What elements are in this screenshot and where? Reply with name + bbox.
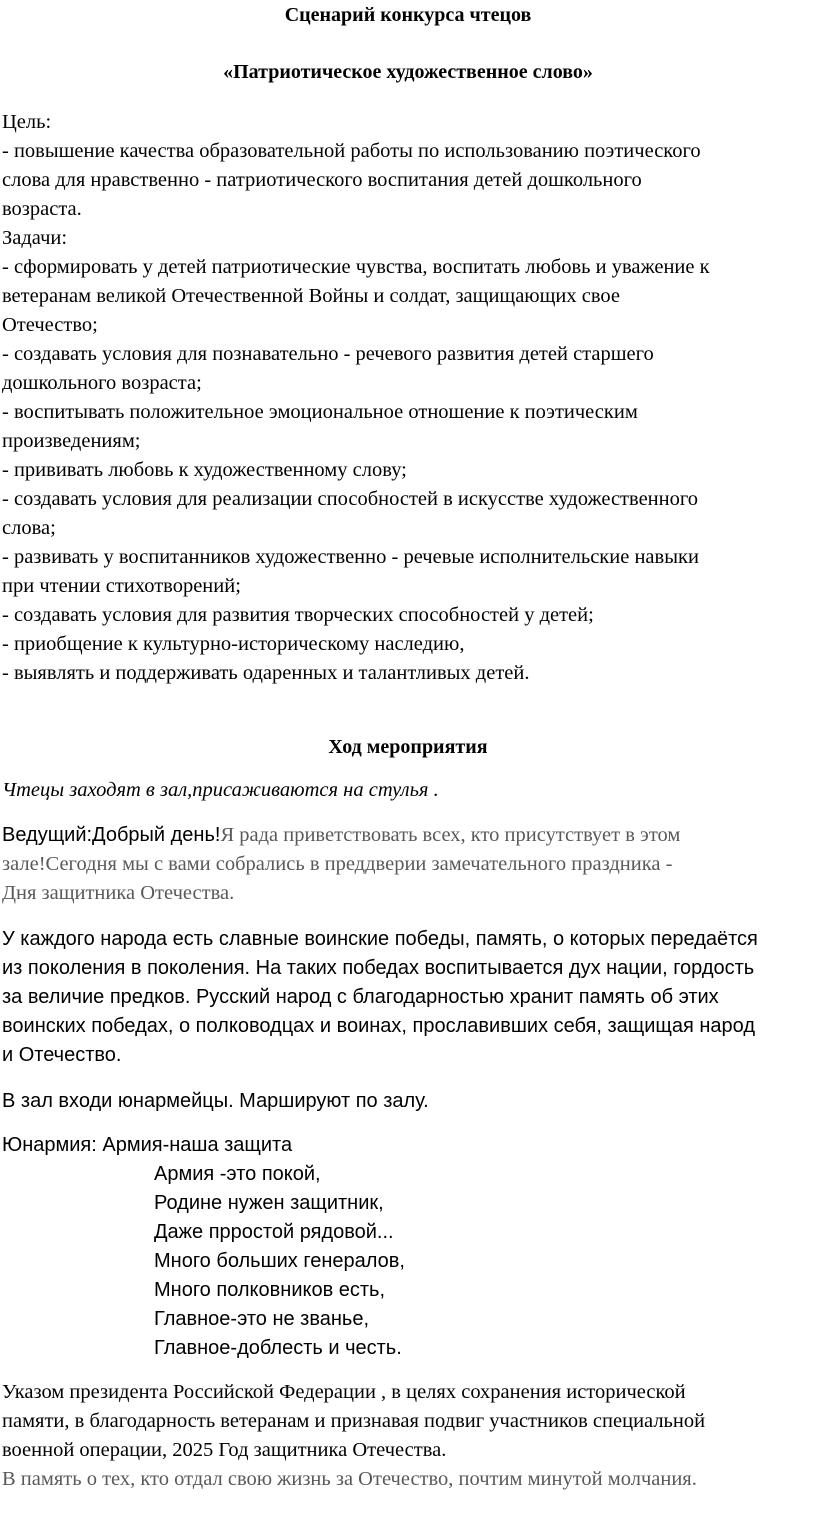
task-line: ветеранам великой Отечественной Войны и солдат, защищающих свое [2, 285, 620, 307]
paragraph-line: за величие предков. Русский народ с благодарностью хранит память об этих [2, 986, 719, 1008]
task-line: - выявлять и поддерживать одаренных и талантливых детей. [2, 662, 530, 684]
task-line: - создавать условия для познавательно - речевого развития детей старшего [2, 343, 654, 365]
poem-line: Главное-доблесть и честь. [154, 1337, 402, 1359]
host-text: Я рада приветствовать всех, кто присутствует в этом [220, 824, 681, 846]
section-heading: Ход мероприятия [328, 736, 488, 758]
task-line: - создавать условия для реализации способностей в искусстве художественного [2, 488, 699, 510]
decree-line: Указом президента Российской Федерации , в целях сохранения исторической [2, 1381, 686, 1403]
document-title: Сценарий конкурса чтецов [284, 4, 532, 26]
poem-line: Армия -это покой, [154, 1163, 321, 1185]
task-line: - прививать любовь к художественному слову; [2, 459, 407, 481]
task-line: дошкольного возраста; [2, 372, 202, 394]
closing-line: В память о тех, кто отдал свою жизнь за Отечество, почтим минутой молчания. [2, 1468, 697, 1490]
host-line-1 [2, 821, 680, 849]
decree-line: памяти, в благодарность ветеранам и признавая подвиг участников специальной [2, 1410, 706, 1432]
decree-line: военной операции, 2025 Год защитника Отечества. [2, 1439, 447, 1461]
tasks-label: Задачи: [2, 227, 68, 249]
document-subtitle: «Патриотическое художественное слово» [223, 61, 593, 83]
poem-line: Много полковников есть, [154, 1279, 386, 1301]
host-line: зале!Сегодня мы с вами собрались в преддверии замечательного праздника - [2, 853, 673, 875]
task-line: - приобщение к культурно-историческому наследию, [2, 633, 465, 655]
task-line: - сформировать у детей патриотические чувства, воспитать любовь и уважение к [2, 256, 710, 278]
host-label: Ведущий:Добрый день! [2, 824, 221, 846]
task-line: при чтении стихотворений; [2, 575, 241, 597]
task-line: слова; [2, 517, 56, 539]
goal-line: слова для нравственно - патриотического воспитания детей дошкольного [2, 169, 642, 191]
poem-line: Даже прростой рядовой... [154, 1221, 394, 1243]
goal-label: Цель: [2, 111, 52, 133]
task-line: - создавать условия для развития творческих способностей у детей; [2, 604, 594, 626]
host-line: Дня защитника Отечества. [2, 882, 235, 904]
paragraph-line: воинских победах, о полководцах и воинах, прославивших себя, защищая народ [2, 1015, 755, 1037]
poem-speaker-line: Юнармия: Армия-наша защита [2, 1134, 293, 1156]
paragraph-line: У каждого народа есть славные воинские победы, память, о которых передаётся [2, 928, 758, 950]
entrance-line: В зал входи юнармейцы. Маршируют по залу. [2, 1090, 429, 1112]
task-line: - развивать у воспитанников художественно - речевые исполнительские навыки [2, 546, 699, 568]
goal-line: - повышение качества образовательной работы по использованию поэтического [2, 140, 701, 162]
task-line: Отечество; [2, 314, 98, 336]
paragraph-line: из поколения в поколения. На таких победах воспитывается дух нации, гордость [2, 957, 755, 979]
stage-direction: Чтецы заходят в зал,присаживаются на стулья . [2, 779, 439, 801]
poem-line: Родине нужен защитник, [154, 1192, 384, 1214]
goal-line: возраста. [2, 198, 82, 220]
poem-line: Главное-это не званье, [154, 1308, 370, 1330]
task-line: - воспитывать положительное эмоциональное отношение к поэтическим [2, 401, 638, 423]
task-line: произведениям; [2, 430, 141, 452]
paragraph-line: и Отечество. [2, 1044, 122, 1066]
poem-line: Много больших генералов, [154, 1250, 405, 1272]
